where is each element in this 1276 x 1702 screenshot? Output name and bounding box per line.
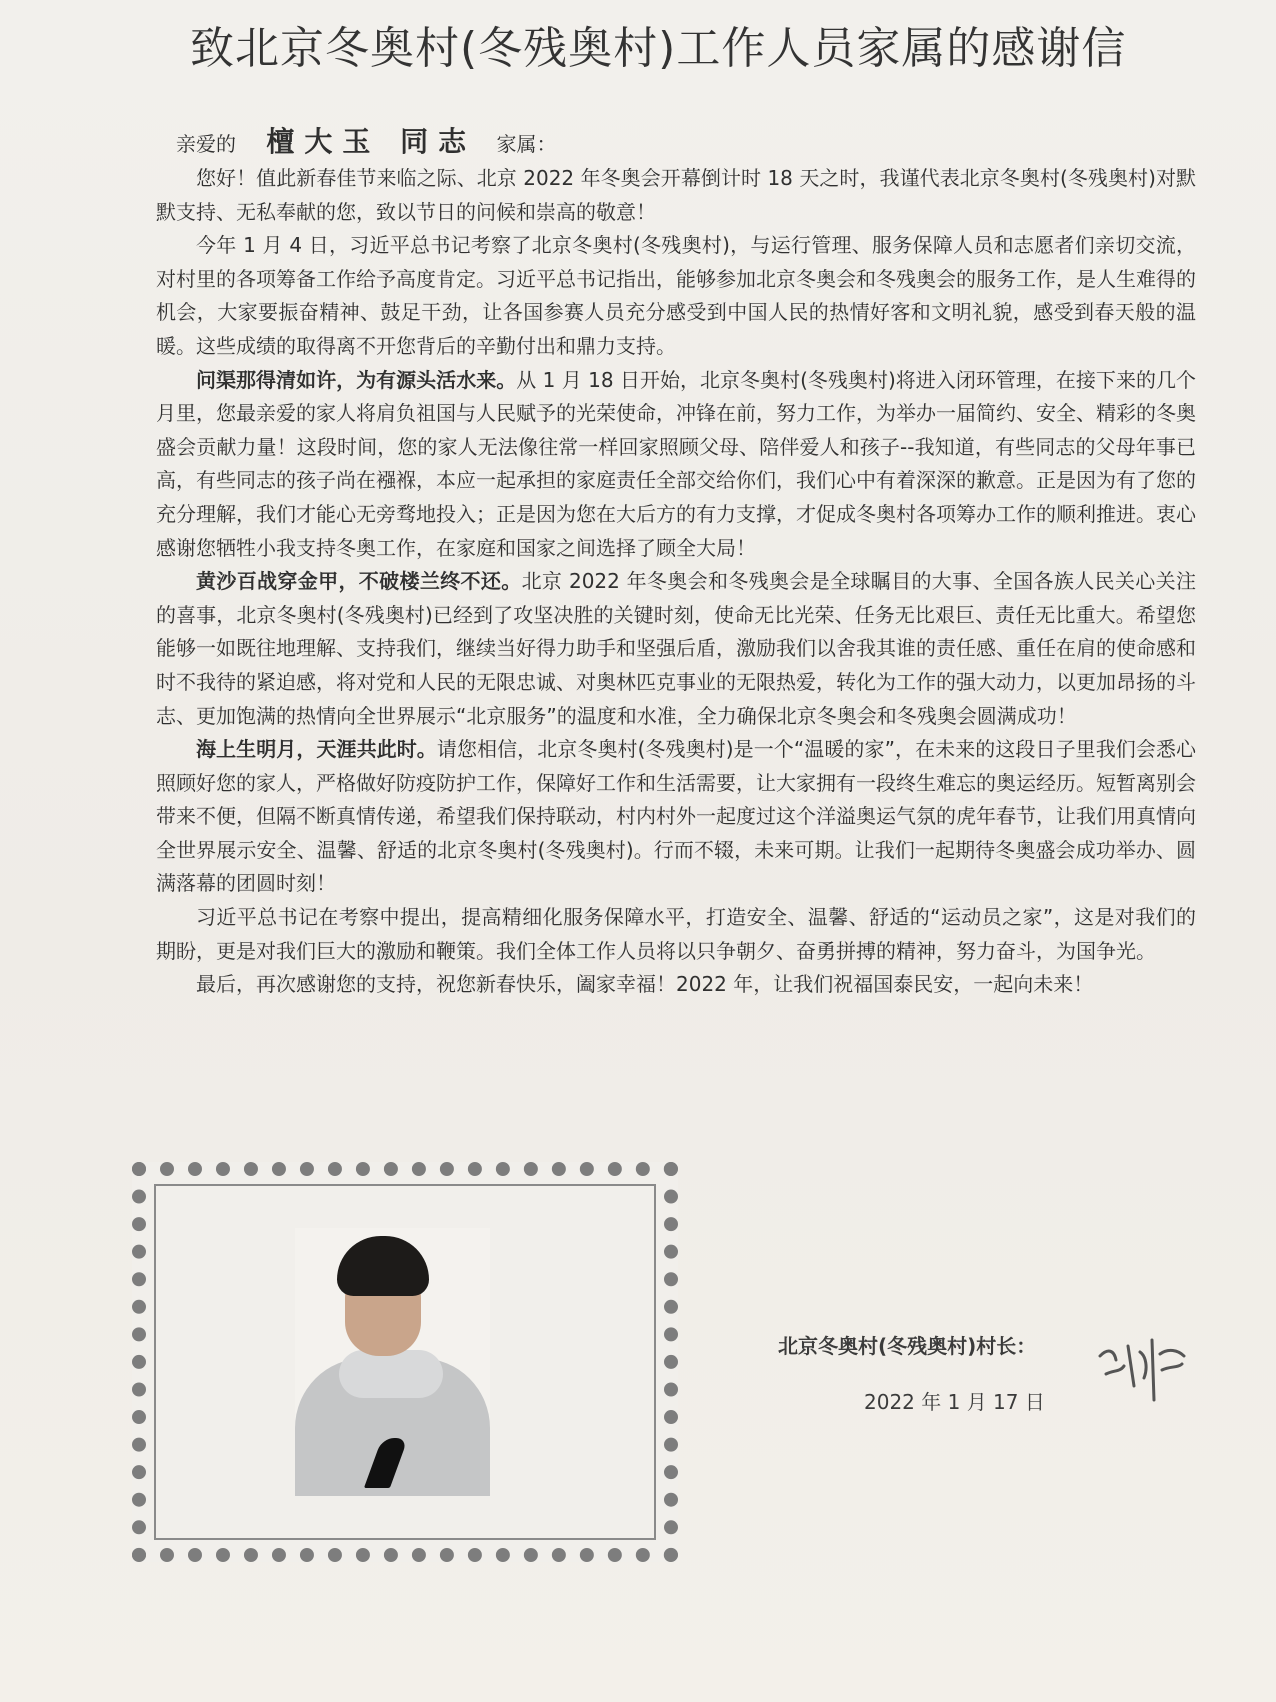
- paragraph-6: 习近平总书记在考察中提出，提高精细化服务保障水平，打造安全、温馨、舒适的“运动员之家”，这是对我们的期盼，更是对我们巨大的激励和鞭策。我们全体工作人员将以只争朝夕、奋勇拼搏的精神，努力奋斗，为国争光。: [156, 905, 1196, 963]
- recipient-name: 檀大玉 同志: [266, 125, 477, 158]
- salutation-suffix: 家属：: [496, 132, 557, 156]
- paragraph-7: 最后，再次感谢您的支持，祝您新春快乐，阖家幸福！2022 年，让我们祝福国泰民安，一起向未来！: [196, 972, 1094, 997]
- paragraph-2: 今年 1 月 4 日，习近平总书记考察了北京冬奥村(冬残奥村)，与运行管理、服务保障人员和志愿者们亲切交流，对村里的各项筹备工作给予高度肯定。习近平总书记指出，能够参加北京冬奥会和冬残奥会的服务工作，是人生难得的机会，大家要振奋精神、鼓足干劲，让各国参赛人员充分感受到中国人民的热情好客和文明礼貌，感受到春天般的温暖。这些成绩的取得离不开您背后的辛勤付出和鼎力支持。: [156, 233, 1196, 358]
- paragraph-4: 黄沙百战穿金甲，不破楼兰终不还。北京 2022 年冬奥会和冬残奥会是全球瞩目的大事、全国各族人民关心关注的喜事，北京冬奥村(冬残奥村)已经到了攻坚决胜的关键时刻，使命无比光荣、任务无比艰巨、责任无比重大。希望您能够一如既往地理解、支持我们，继续当好得力助手和坚强后盾，激励我们以舍我其谁的责任感、重任在肩的使命感和时不我待的紧迫感，将对党和人民的无限忠诚、对奥林匹克事业的无限热爱，转化为工作的强大动力，以更加昂扬的斗志、更加饱满的热情向全世界展示“北京服务”的温度和水准，全力确保北京冬奥会和冬残奥会圆满成功！: [156, 569, 1196, 728]
- handwritten-signature: [1094, 1326, 1188, 1406]
- paragraph-1: 您好！值此新春佳节来临之际、北京 2022 年冬奥会开幕倒计时 18 天之时，我谨代表北京冬奥村(冬残奥村)对默默支持、无私奉献的您，致以节日的问候和崇高的敬意！: [156, 166, 1196, 224]
- letter-body: [156, 162, 1196, 1002]
- letter-date: 2022 年 1 月 17 日: [864, 1390, 1045, 1414]
- signer-title: 北京冬奥村(冬残奥村)村长：: [778, 1334, 1037, 1358]
- paragraph-3: 问渠那得清如许，为有源头活水来。从 1 月 18 日开始，北京冬奥村(冬残奥村)将进入闭环管理，在接下来的几个月里，您最亲爱的家人将肩负祖国与人民赋予的光荣使命，冲锋在前，努力工作，为举办一届简约、安全、精彩的冬奥盛会贡献力量！这段时间，您的家人无法像往常一样回家照顾父母、陪伴爱人和孩子--我知道，有些同志的父母年事已高，有些同志的孩子尚在襁褓，本应一起承担的家庭责任全部交给你们，我们心中有着深深的歉意。正是因为有了您的充分理解，我们才能心无旁骛地投入；正是因为您在大后方的有力支撑，才促成冬奥村各项筹办工作的顺利推进。衷心感谢您牺牲小我支持冬奥工作，在家庭和国家之间选择了顾全大局！: [156, 367, 1196, 560]
- portrait-photo: [295, 1228, 490, 1496]
- paragraph-5: 海上生明月，天涯共此时。请您相信，北京冬奥村(冬残奥村)是一个“温暖的家”，在未来的这段日子里我们会悉心照顾好您的家人，严格做好防疫防护工作，保障好工作和生活需要，让大家拥有一段终生难忘的奥运经历。短暂离别会带来不便，但隔不断真情传递，希望我们保持联动，村内村外一起度过这个洋溢奥运气氛的虎年春节，让我们用真情向全世界展示安全、温馨、舒适的北京冬奥村(冬残奥村)。行而不辍，未来可期。让我们一起期待冬奥盛会成功举办、圆满落幕的团圆时刻！: [156, 737, 1197, 896]
- salutation-prefix: 亲爱的: [176, 132, 236, 156]
- salutation: [176, 120, 556, 160]
- letter-title: 致北京冬奥村(冬残奥村)工作人员家属的感谢信: [190, 23, 1127, 74]
